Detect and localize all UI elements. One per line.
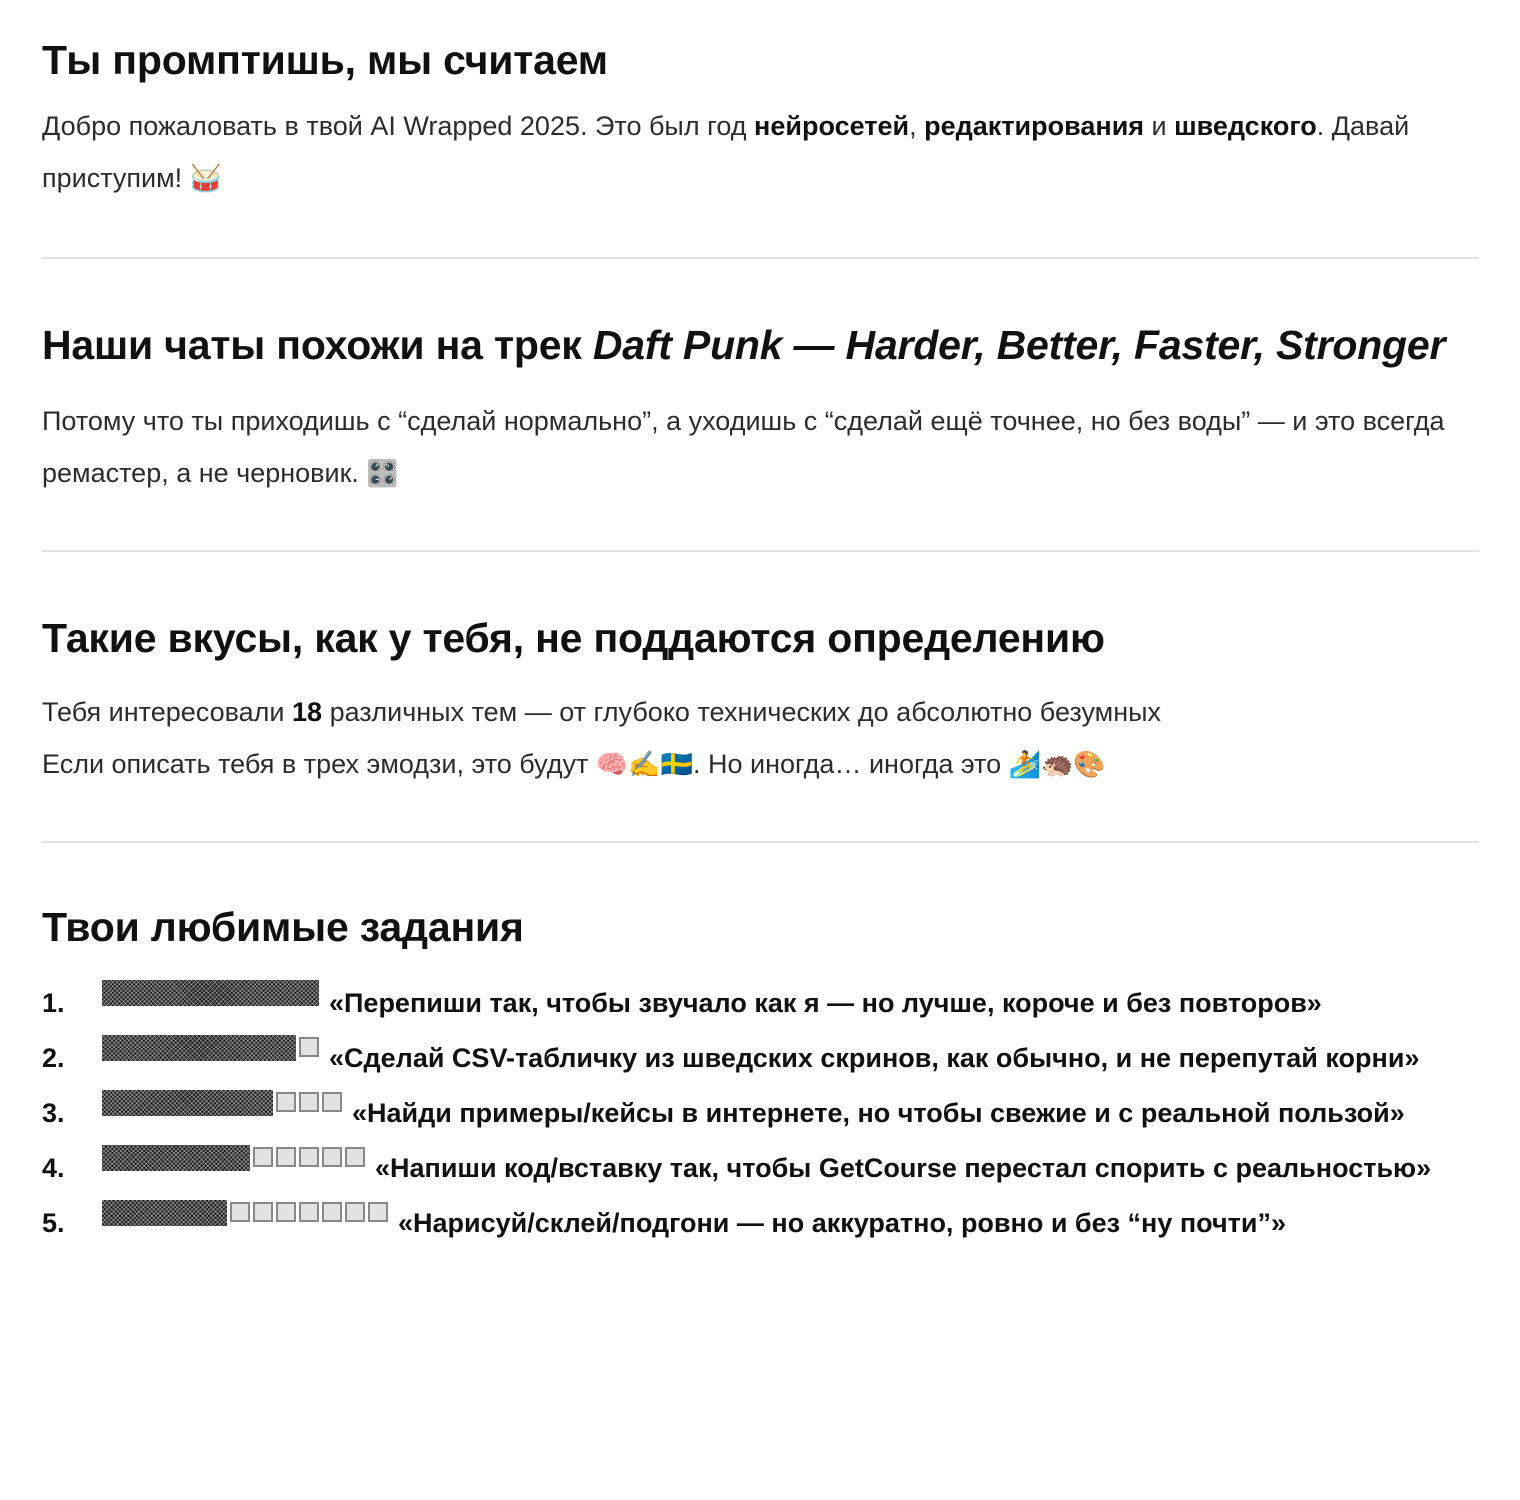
title-plain: Наши чаты похожи на трек: [42, 322, 593, 368]
list-item: [42, 1032, 1472, 1087]
intro-prefix: Добро пожаловать в твой AI Wrapped 2025. Это был год: [42, 111, 755, 141]
frequency-bar-cell: [299, 1037, 319, 1057]
frequency-bar-cell: [322, 1092, 342, 1112]
frequency-bar-cell: [345, 1202, 365, 1222]
drum-icon: 🥁: [189, 164, 223, 194]
task-list: [42, 977, 1478, 1252]
section-title: [42, 315, 1478, 375]
task-number: 3.: [42, 1098, 65, 1128]
frequency-bar-cell: [322, 1202, 342, 1222]
frequency-bar: [102, 1090, 342, 1142]
topics-count: 18: [292, 697, 323, 727]
separator-comma: ,: [909, 111, 925, 141]
title-track: Daft Punk — Harder, Better, Faster, Stronger: [592, 322, 1446, 368]
highlight-editing: редактирования: [924, 111, 1145, 141]
alt-emojis-icon: 🏄🦔🎨: [1008, 750, 1106, 780]
frequency-bar: [102, 1035, 319, 1087]
three-emojis-icon: 🧠✍️🇸🇪: [595, 750, 694, 780]
section-text: [42, 395, 1478, 500]
separator-and: и: [1144, 111, 1175, 141]
task-number: 5.: [42, 1208, 65, 1238]
section-title: Такие вкусы, как у тебя, не поддаются определению: [42, 615, 1105, 661]
section-text: [42, 738, 1478, 791]
task-text: «Сделай CSV-табличку из шведских скринов, как обычно, и не перепутай корни»: [329, 1043, 1420, 1073]
frequency-bar-cell: [299, 1202, 319, 1222]
emoji-middle: . Но иногда… иногда это: [693, 749, 1009, 779]
task-text: «Нарисуй/склей/подгони — но аккуратно, ровно и без “ну почти”»: [398, 1208, 1287, 1238]
task-text: «Найди примеры/кейсы в интернете, но чтобы свежие и с реальной пользой»: [352, 1098, 1405, 1128]
highlight-neural: нейросетей: [754, 111, 910, 141]
frequency-bar-cell: [345, 1147, 365, 1167]
list-item: [42, 1087, 1472, 1142]
frequency-bar-fill: [102, 1145, 250, 1171]
section-daft-punk: [42, 315, 1478, 500]
frequency-bar-cell: [276, 1092, 296, 1112]
list-item: [42, 977, 1472, 1032]
list-item: [42, 1197, 1472, 1252]
section-text: [42, 100, 1478, 205]
frequency-bar-fill: [102, 980, 319, 1006]
frequency-bar-cell: [299, 1092, 319, 1112]
frequency-bar: [102, 1145, 365, 1197]
frequency-bar-cell: [253, 1202, 273, 1222]
section-text: [42, 686, 1478, 738]
divider: [42, 550, 1479, 552]
frequency-bar-fill: [102, 1200, 227, 1226]
task-text: «Перепиши так, чтобы звучало как я — но лучше, короче и без повторов»: [329, 988, 1322, 1018]
task-number: 2.: [42, 1043, 65, 1073]
divider: [42, 257, 1479, 259]
frequency-bar-cell: [253, 1147, 273, 1167]
divider: [42, 841, 1479, 843]
frequency-bar-cell: [276, 1147, 296, 1167]
section-title: Твои любимые задания: [42, 904, 524, 950]
section-intro: [42, 30, 1478, 205]
frequency-bar-cell: [368, 1202, 388, 1222]
section-title: Ты промптишь, мы считаем: [42, 37, 608, 83]
topics-prefix: Тебя интересовали: [42, 697, 293, 727]
task-number: 4.: [42, 1153, 65, 1183]
frequency-bar-cell: [276, 1202, 296, 1222]
chat-description: Потому что ты приходишь с “сделай нормально”, а уходишь с “сделай ещё точнее, но без воды” — и это всегда ремастер, а не черновик.: [42, 406, 1445, 488]
task-text: «Напиши код/вставку так, чтобы GetCourse перестал спорить с реальностью»: [375, 1153, 1432, 1183]
list-item: [42, 1142, 1472, 1197]
frequency-bar: [102, 980, 319, 1032]
frequency-bar-cell: [322, 1147, 342, 1167]
topics-suffix: различных тем — от глубоко технических до абсолютно безумных: [322, 697, 1162, 727]
highlight-swedish: шведского: [1174, 111, 1317, 141]
emoji-prefix: Если описать тебя в трех эмодзи, это будут: [42, 749, 596, 779]
frequency-bar: [102, 1200, 388, 1252]
control-knobs-icon: 🎛️: [366, 459, 399, 489]
frequency-bar-fill: [102, 1035, 296, 1061]
frequency-bar-cell: [299, 1147, 319, 1167]
section-favorite-tasks: [42, 897, 1478, 1252]
frequency-bar-cell: [230, 1202, 250, 1222]
intro-tail: . Давай приступим!: [42, 111, 1410, 193]
task-number: 1.: [42, 988, 65, 1018]
frequency-bar-fill: [102, 1090, 273, 1116]
section-tastes: [42, 608, 1478, 791]
